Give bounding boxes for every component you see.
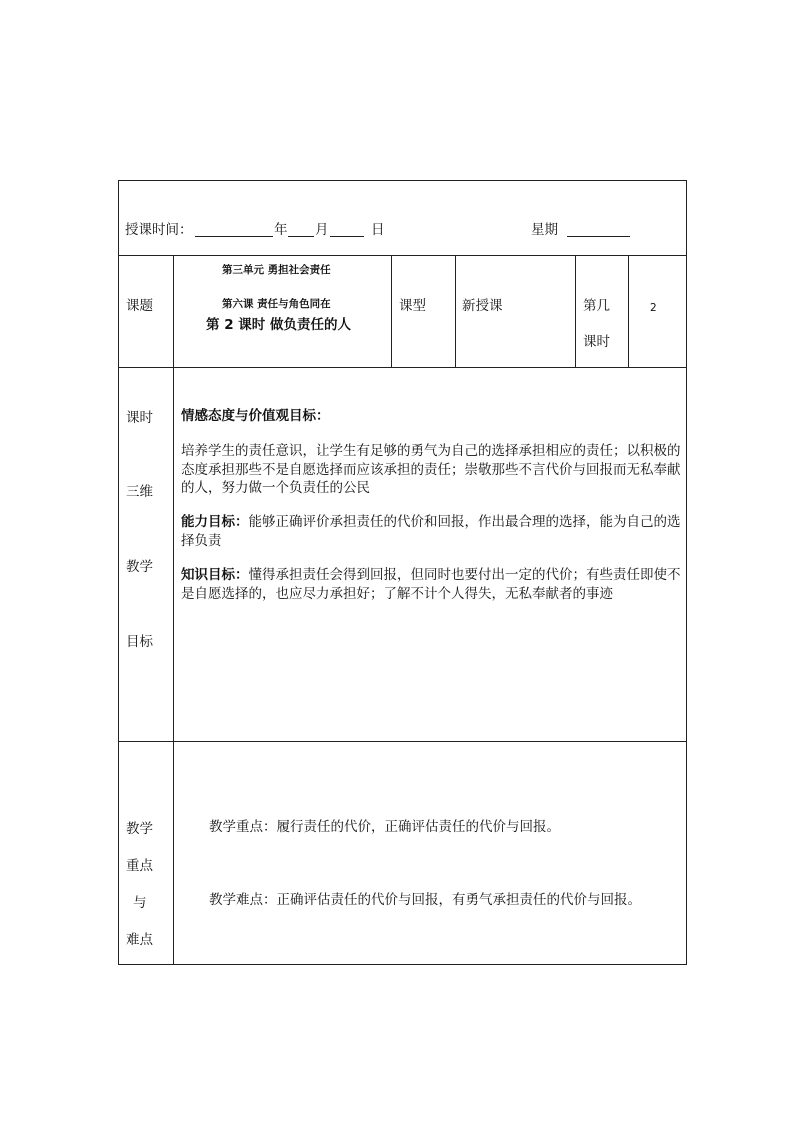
week-blank[interactable] xyxy=(567,224,630,237)
type-label: 课型 xyxy=(399,298,426,314)
knowledge-goal-title: 知识目标： xyxy=(181,567,249,583)
emotion-goal-title: 情感态度与价值观目标： xyxy=(181,408,330,424)
knowledge-goal xyxy=(181,566,681,603)
period-title: 第 2 课时 做负责任的人 xyxy=(206,317,351,333)
year-label: 年 xyxy=(274,222,288,238)
unit-title: 第三单元 勇担社会责任 xyxy=(222,264,331,276)
goals-label-line-3: 教学 xyxy=(126,559,153,575)
day-label: 日 xyxy=(371,222,385,238)
lesson-title: 第六课 责任与角色同在 xyxy=(222,298,331,310)
which-period-value: 2 xyxy=(650,302,657,314)
ability-goal-text: 能够正确评价承担责任的代价和回报，作出最合理的选择，能为自己的选择负责 xyxy=(181,514,681,549)
which-period-label-2: 课时 xyxy=(583,334,610,350)
key-point: 教学重点：履行责任的代价，正确评估责任的代价与回报。 xyxy=(209,819,560,835)
focus-label-line-4: 难点 xyxy=(126,932,153,948)
date-blank[interactable] xyxy=(195,224,273,237)
month-blank[interactable] xyxy=(288,224,314,237)
day-blank[interactable] xyxy=(330,224,364,237)
topic-label: 课题 xyxy=(126,298,153,314)
week-label: 星期 xyxy=(531,222,558,238)
type-value: 新授课 xyxy=(462,298,503,314)
goals-label-line-2: 三维 xyxy=(126,484,153,500)
emotion-goal-text: 培养学生的责任意识，让学生有足够的勇气为自己的选择承担相应的责任；以积极的态度承担那些不是自愿选择而应该承担的责任；崇敬那些不言代价与回报而无私奉献的人，努力做一个负责任的公民 xyxy=(181,443,681,496)
focus-label-line-2: 重点 xyxy=(126,858,153,874)
ability-goal xyxy=(181,513,681,550)
time-label: 授课时间： xyxy=(125,222,193,238)
focus-label-line-3: 与 xyxy=(133,895,147,911)
goals-label-line-4: 目标 xyxy=(126,634,153,650)
difficulty-point: 教学难点：正确评估责任的代价与回报，有勇气承担责任的代价与回报。 xyxy=(209,892,641,908)
month-label: 月 xyxy=(315,222,329,238)
which-period-label-1: 第几 xyxy=(583,298,610,314)
ability-goal-title: 能力目标： xyxy=(181,514,249,530)
focus-label-line-1: 教学 xyxy=(126,821,153,837)
goals-label-line-1: 课时 xyxy=(126,410,153,426)
knowledge-goal-text: 懂得承担责任会得到回报，但同时也要付出一定的代价；有些责任即使不是自愿选择的，也应尽力承担好；了解不计个人得失，无私奉献者的事迹 xyxy=(181,567,681,602)
